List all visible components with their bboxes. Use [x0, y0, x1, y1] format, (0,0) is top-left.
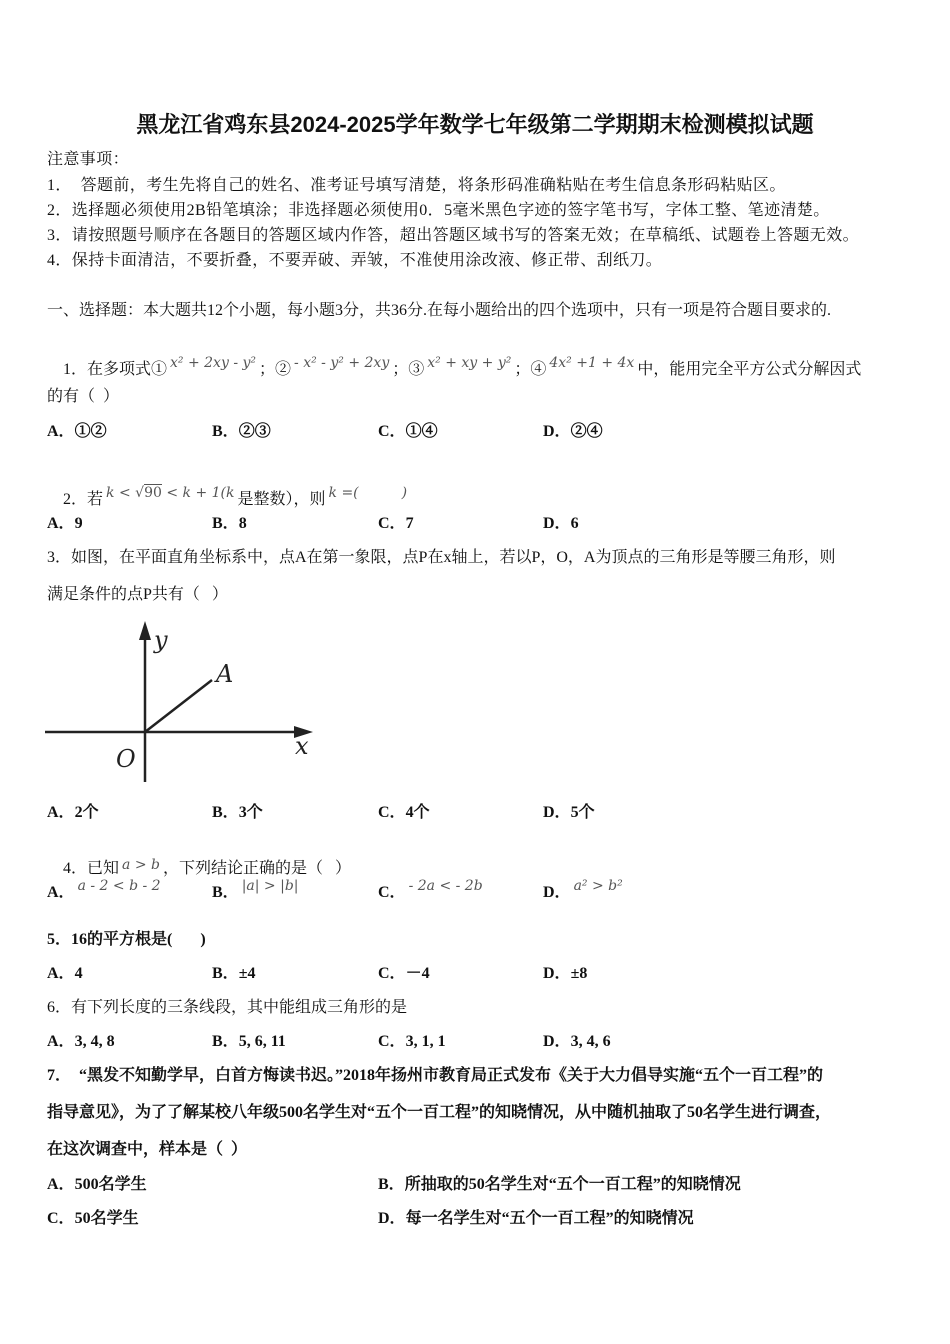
- option-text: 2个: [74, 804, 99, 821]
- q2-option-b: [212, 513, 247, 535]
- q3-option-a: [47, 802, 99, 824]
- option-text: 3个: [238, 804, 263, 821]
- option-label: D．: [543, 1033, 571, 1050]
- q4-text-2: ，下列结论正确的是（ ）: [162, 860, 351, 877]
- option-math: a - 2 < b - 2: [77, 878, 161, 894]
- option-label: B．: [212, 884, 239, 901]
- option-label: A．: [47, 804, 75, 821]
- question-7-stem-line-3: 在这次调查中，样本是（ ）: [47, 1141, 248, 1158]
- q2-option-d: [543, 513, 579, 535]
- q6-option-a: [47, 1031, 115, 1053]
- option-label: B．: [212, 423, 239, 440]
- q4-math-condition: a > b: [122, 857, 160, 873]
- option-label: C．: [378, 804, 406, 821]
- q4-option-b: [212, 878, 302, 904]
- option-label: A．: [47, 1176, 75, 1193]
- option-label: D．: [543, 884, 571, 901]
- option-text: 4个: [405, 804, 430, 821]
- q1-text-3: ；③: [392, 361, 425, 378]
- q6-option-c: [378, 1031, 446, 1053]
- notice-item-1: 1． 答题前，考生先将自己的姓名、准考证号填写清楚，将条形码准确粘贴在考生信息条形码粘贴区。: [47, 177, 786, 194]
- q7-option-d: [378, 1208, 694, 1230]
- q1-option-b: [212, 421, 271, 443]
- option-label: A．: [47, 515, 75, 532]
- q1-text-2: ；②: [259, 361, 292, 378]
- option-text: 7: [405, 515, 414, 532]
- q7-option-a: [47, 1174, 147, 1196]
- option-label: D．: [543, 423, 571, 440]
- option-text: ①②: [74, 423, 107, 440]
- option-math: |a| > |b|: [241, 878, 299, 894]
- q7-option-c: [47, 1208, 139, 1230]
- label-y: y: [154, 626, 168, 654]
- q2-math-part-2: < k + 1(k: [161, 485, 235, 501]
- question-6-stem: 6．有下列长度的三条线段，其中能组成三角形的是: [47, 999, 408, 1016]
- q2-option-c: [378, 513, 414, 535]
- question-1-stem: [47, 337, 861, 403]
- q4-text-1: 4．已知: [63, 860, 120, 877]
- option-text: 6: [570, 515, 579, 532]
- option-text: 每一名学生对“五个一百工程”的知晓情况: [405, 1210, 694, 1227]
- q2-math-part-1: k < √: [106, 485, 145, 501]
- q5-option-c: [378, 963, 430, 985]
- q1-text-1: 1．在多项式①: [63, 361, 168, 378]
- notice-item-4: 4．保持卡面清洁，不要折叠，不要弄破、弄皱，不准使用涂改液、修正带、刮纸刀。: [47, 252, 663, 269]
- option-label: B．: [212, 515, 239, 532]
- question-3-stem-continued: 满足条件的点P共有（ ）: [47, 586, 228, 603]
- notice-heading: 注意事项：: [47, 151, 130, 168]
- question-7-stem-line-2: 指导意见》，为了了解某校八年级500名学生对“五个一百工程”的知晓情况，从中随机抽取了50名学生进行调查，: [47, 1104, 832, 1121]
- q7-option-b: [378, 1174, 741, 1196]
- exam-title: 黑龙江省鸡东县2024-2025学年数学七年级第二学期期末检测模拟试题: [136, 112, 814, 137]
- question-7-stem: 7． “黑发不知勤学早，白首方悔读书迟。”2018年扬州市教育局正式发布《关于大力倡导实施“五个一百工程”的: [47, 1067, 824, 1084]
- q1-math-2: - x² - y² + 2xy: [294, 355, 390, 371]
- option-math: a² > b²: [573, 878, 623, 894]
- q1-option-d: [543, 421, 603, 443]
- option-label: D．: [543, 515, 571, 532]
- option-text: －4: [405, 965, 430, 982]
- option-text: 5, 6, 11: [238, 1033, 286, 1050]
- q4-option-d: [543, 878, 626, 904]
- q1-math-1: x² + 2xy - y²: [170, 355, 257, 371]
- q3-option-c: [378, 802, 430, 824]
- option-label: C．: [378, 423, 406, 440]
- option-text: ±4: [238, 965, 256, 982]
- q4-option-a: [47, 878, 164, 904]
- q1-option-c: [378, 421, 438, 443]
- coordinate-figure: [40, 615, 320, 790]
- q1-text-4: ；④: [514, 361, 547, 378]
- label-x: x: [295, 732, 309, 760]
- option-text: ±8: [570, 965, 588, 982]
- option-label: C．: [378, 1033, 406, 1050]
- q2-text-2: 是整数），则: [237, 491, 326, 508]
- option-label: B．: [212, 965, 239, 982]
- option-text: 500名学生: [74, 1176, 147, 1193]
- segment-oa: [145, 680, 212, 732]
- option-text: 8: [238, 515, 247, 532]
- q1-option-a: [47, 421, 107, 443]
- q3-option-b: [212, 802, 263, 824]
- option-text: 3, 4, 6: [570, 1033, 611, 1050]
- option-label: C．: [378, 884, 406, 901]
- label-o: O: [116, 745, 136, 773]
- label-a: A: [216, 660, 234, 688]
- q2-math-answer-open: k =(: [328, 485, 359, 501]
- option-label: B．: [378, 1176, 405, 1193]
- option-label: D．: [378, 1210, 406, 1227]
- option-label: B．: [212, 804, 239, 821]
- q2-math-inequality: [106, 485, 234, 501]
- q3-option-d: [543, 802, 595, 824]
- option-text: 5个: [570, 804, 595, 821]
- option-label: C．: [378, 515, 406, 532]
- option-label: A．: [47, 423, 75, 440]
- question-3-stem: 3．如图，在平面直角坐标系中，点A在第一象限，点P在x轴上，若以P，O，A为顶点的三角形是等腰三角形，则: [47, 549, 836, 566]
- q2-option-a: [47, 513, 83, 535]
- q1-math-3: x² + xy + y²: [427, 355, 512, 371]
- option-text: ①④: [405, 423, 438, 440]
- option-text: 所抽取的50名学生对“五个一百工程”的知晓情况: [404, 1176, 741, 1193]
- option-text: ②③: [238, 423, 271, 440]
- option-text: ②④: [570, 423, 603, 440]
- q1-text-5: 中，能用完全平方公式分解因式: [637, 361, 862, 378]
- question-1-stem-continued: 的有（ ）: [47, 388, 120, 405]
- option-label: B．: [212, 1033, 239, 1050]
- option-text: 50名学生: [74, 1210, 139, 1227]
- option-label: A．: [47, 884, 75, 901]
- q4-option-c: [378, 878, 486, 904]
- y-axis-arrow: [139, 621, 151, 640]
- q1-math-4: 4x² +1 + 4x: [549, 355, 635, 371]
- q5-option-a: [47, 963, 83, 985]
- option-label: D．: [543, 804, 571, 821]
- option-text: 9: [74, 515, 83, 532]
- option-label: C．: [378, 965, 406, 982]
- option-label: A．: [47, 965, 75, 982]
- option-text: 3, 4, 8: [74, 1033, 115, 1050]
- section-heading: 一、选择题：本大题共12个小题，每小题3分，共36分.在每小题给出的四个选项中，只有一项是符合题目要求的.: [47, 302, 832, 319]
- notice-item-3: 3．请按照题号顺序在各题目的答题区域内作答，超出答题区域书写的答案无效；在草稿纸、试题卷上答题无效。: [47, 227, 860, 244]
- option-text: 4: [74, 965, 83, 982]
- q2-text-1: 2．若: [63, 491, 104, 508]
- q2-math-answer-close: ): [401, 485, 408, 501]
- option-label: C．: [47, 1210, 75, 1227]
- q5-option-d: [543, 963, 587, 985]
- option-text: 3, 1, 1: [405, 1033, 446, 1050]
- notice-item-2: 2．选择题必须使用2B铅笔填涂；非选择题必须使用0．5毫米黑色字迹的签字笔书写，字体工整、笔迹清楚。: [47, 202, 830, 219]
- option-math: - 2a < - 2b: [408, 878, 483, 894]
- q5-option-b: [212, 963, 255, 985]
- q6-option-b: [212, 1031, 286, 1053]
- q2-radicand: 90: [144, 485, 162, 501]
- question-5-stem: 5．16的平方根是( ): [47, 931, 206, 948]
- option-label: A．: [47, 1033, 75, 1050]
- option-label: D．: [543, 965, 571, 982]
- q6-option-d: [543, 1031, 611, 1053]
